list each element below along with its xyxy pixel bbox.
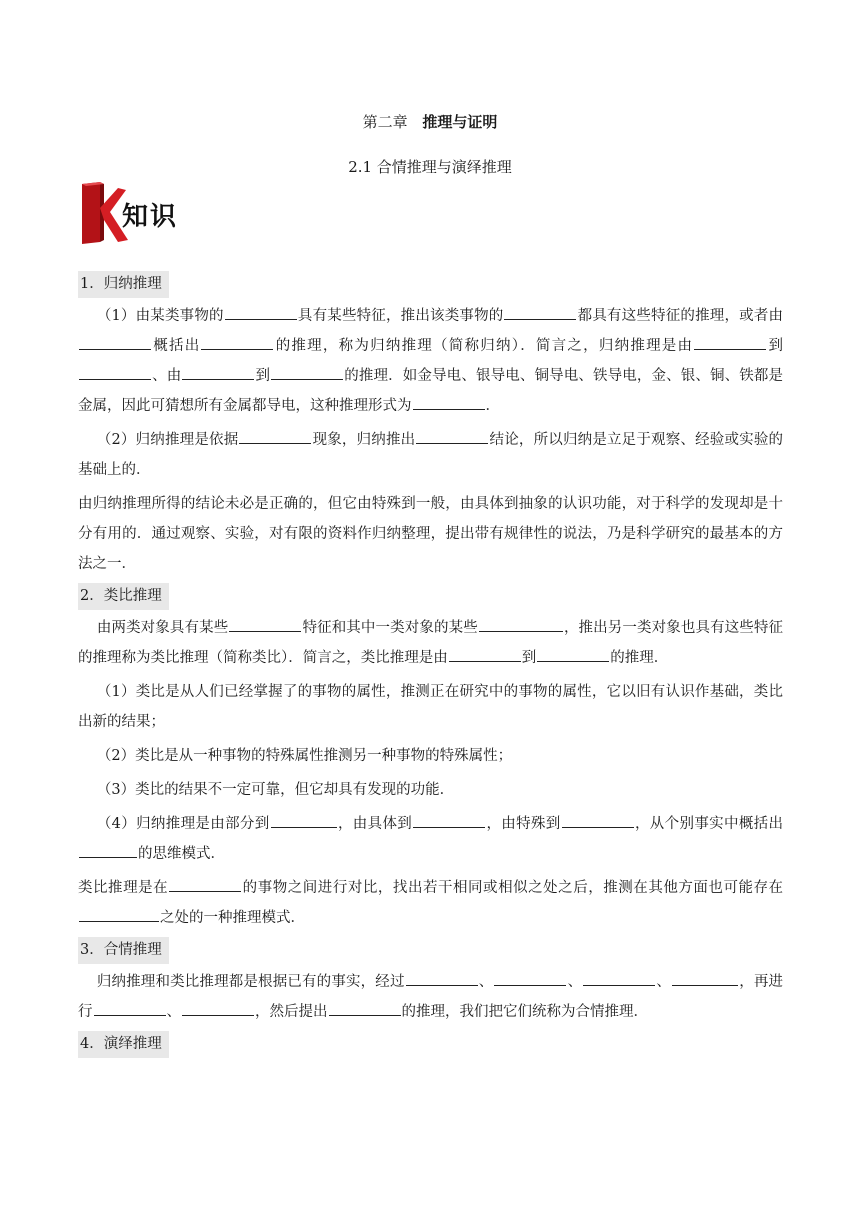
fill-blank[interactable] (329, 1001, 401, 1016)
content (78, 268, 783, 1061)
fill-blank[interactable] (225, 305, 297, 320)
fill-blank[interactable] (271, 365, 343, 380)
s3-paragraph-1: 归纳推理和类比推理都是根据已有的事实，经过 、 、 、 ，再进行 、 ，然后提出 的推理，我们把它们统称为合情推理． (78, 967, 783, 1027)
s2-item-3: （3）类比的结果不一定可靠，但它却具有发现的功能． (96, 782, 455, 798)
s1-paragraph-1: （1）由某类事物的 具有某些特征，推出该类事物的 都具有这些特征的推理，或者由概括出 的推理，称为归纳推理（简称归纳）．简言之，归纳推理是由 到、由 到 的推理．如金导电、银导电、铜导电、铁导电，金、银、铜、铁都是金属，因此可猜想所有金属都导电，这种推理形式为 ． (78, 301, 783, 421)
s2-paragraph-2: 类比推理是在 的事物之间进行对比，找出若干相同或相似之处之后，推测在其他方面也可能存在之处的一种推理模式． (78, 873, 783, 933)
chapter-number: 第二章 (362, 113, 408, 131)
fill-blank[interactable] (537, 647, 609, 662)
heading-plausible: 3．合情推理 (78, 937, 169, 964)
fill-blank[interactable] (229, 617, 301, 632)
fill-blank[interactable] (562, 813, 634, 828)
fill-blank[interactable] (79, 843, 137, 858)
fill-blank[interactable] (182, 365, 254, 380)
chapter-title (0, 111, 860, 132)
knowledge-logo-text: 知识 (122, 202, 179, 232)
fill-blank[interactable] (169, 877, 241, 892)
fill-blank[interactable] (413, 813, 485, 828)
fill-blank[interactable] (239, 429, 311, 444)
fill-blank[interactable] (79, 907, 159, 922)
fill-blank[interactable] (79, 335, 151, 350)
heading-inductive: 1．归纳推理 (78, 271, 169, 298)
fill-blank[interactable] (182, 1001, 254, 1016)
fill-blank[interactable] (583, 971, 655, 986)
s1-paragraph-3: 由归纳推理所得的结论未必是正确的，但它由特殊到一般，由具体到抽象的认识功能，对于科学的发现却是十分有用的．通过观察、实验，对有限的资料作归纳整理，提出带有规律性的说法，乃是科学研究的最基本的方法之一． (78, 496, 783, 572)
fill-blank[interactable] (413, 395, 485, 410)
fill-blank[interactable] (416, 429, 488, 444)
s2-item-4: （4）归纳推理是由部分到 ，由具体到 ，由特殊到 ，从个别事实中概括出的思维模式． (78, 809, 783, 869)
fill-blank[interactable] (94, 1001, 166, 1016)
fill-blank[interactable] (694, 335, 766, 350)
fill-blank[interactable] (271, 813, 337, 828)
fill-blank[interactable] (201, 335, 273, 350)
fill-blank[interactable] (449, 647, 521, 662)
heading-deductive: 4．演绎推理 (78, 1031, 169, 1058)
fill-blank[interactable] (479, 617, 563, 632)
s2-item-2: （2）类比是从一种事物的特殊属性推测另一种事物的特殊属性； (96, 748, 513, 764)
fill-blank[interactable] (504, 305, 576, 320)
s2-item-1: （1）类比是从人们已经掌握了的事物的属性，推测正在研究中的事物的属性，它以旧有认识作基础，类比出新的结果； (78, 684, 783, 730)
fill-blank[interactable] (494, 971, 566, 986)
s2-paragraph-1: 由两类对象具有某些 特征和其中一类对象的某些 ，推出另一类对象也具有这些特征的推理称为类比推理（简称类比）．简言之，类比推理是由 到 的推理． (78, 613, 783, 673)
fill-blank[interactable] (79, 365, 151, 380)
fill-blank[interactable] (672, 971, 738, 986)
s1-paragraph-2: （2）归纳推理是依据 现象，归纳推出 结论，所以归纳是立足于观察、经验或实验的基础上的． (78, 425, 783, 485)
heading-analogical: 2．类比推理 (78, 583, 169, 610)
chapter-name: 推理与证明 (422, 113, 498, 131)
fill-blank[interactable] (406, 971, 478, 986)
section-title: 2.1 合情推理与演绎推理 (348, 158, 512, 176)
